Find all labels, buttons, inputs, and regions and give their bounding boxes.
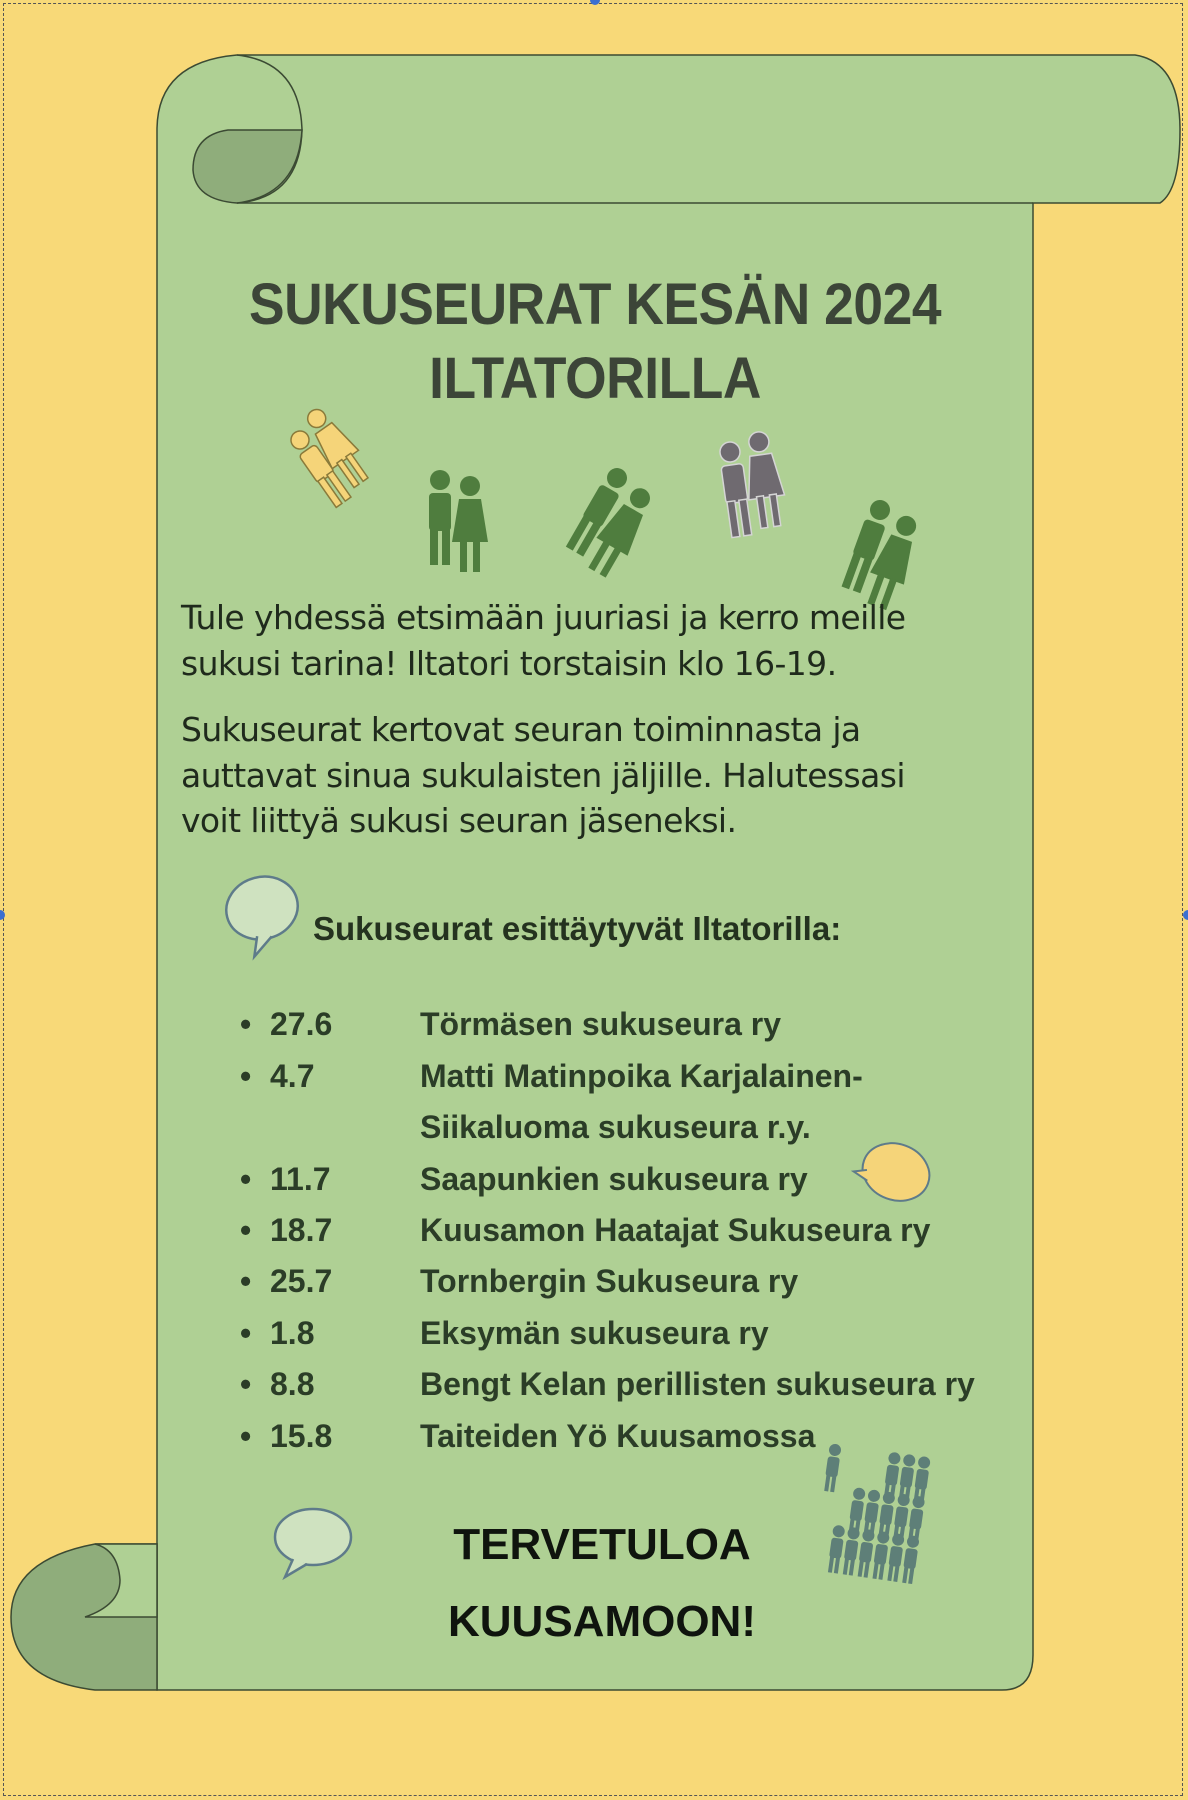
intro-line: Tule yhdessä etsimään juuriasi ja kerro meille	[181, 598, 906, 637]
bullet: •	[240, 1418, 252, 1454]
event-name: Tornbergin Sukuseura ry	[420, 1263, 799, 1299]
event-name: Bengt Kelan perillisten sukuseura ry	[420, 1366, 975, 1402]
event-name: Matti Matinpoika Karjalainen-	[420, 1058, 863, 1094]
event-date: 1.8	[270, 1315, 315, 1351]
bullet: •	[240, 1263, 252, 1299]
bullet: •	[240, 1366, 252, 1402]
welcome-line2: KUUSAMOON!	[448, 1597, 756, 1646]
description-line: Sukuseurat kertovat seuran toiminnasta ja	[181, 710, 861, 749]
description-line: voit liittyä sukusi seuran jäseneksi.	[181, 801, 737, 841]
bullet: •	[240, 1212, 252, 1248]
event-date: 27.6	[270, 1006, 333, 1042]
welcome-line1: TERVETULOA	[453, 1520, 751, 1569]
event-name: Saapunkien sukuseura ry	[420, 1161, 808, 1197]
event-name: Taiteiden Yö Kuusamossa	[420, 1418, 816, 1454]
poster-title-line2: ILTATORILLA	[429, 346, 761, 411]
intro-line: sukusi tarina! Iltatori torstaisin klo 16-19.	[181, 643, 837, 683]
event-date: 11.7	[270, 1161, 331, 1197]
event-date: 25.7	[270, 1263, 333, 1299]
event-name: Eksymän sukuseura ry	[420, 1315, 769, 1351]
event-name: Törmäsen sukuseura ry	[420, 1006, 782, 1042]
event-date: 4.7	[270, 1058, 315, 1094]
bullet: •	[240, 1058, 252, 1094]
bullet: •	[240, 1006, 252, 1042]
event-date: 8.8	[270, 1366, 315, 1402]
event-name: Kuusamon Haatajat Sukuseura ry	[420, 1212, 931, 1248]
intro-paragraph	[181, 595, 1031, 686]
description-line: auttavat sinua sukulaisten jäljille. Halutessasi	[181, 755, 905, 795]
list-heading: Sukuseurat esittäytyvät Iltatorilla:	[313, 910, 842, 947]
description-paragraph	[181, 707, 1031, 844]
bullet: •	[240, 1161, 252, 1197]
poster-title-line1: SUKUSEURAT KESÄN 2024	[248, 272, 942, 337]
event-name: Siikaluoma sukuseura r.y.	[420, 1109, 811, 1145]
event-date: 18.7	[270, 1212, 333, 1248]
event-date: 15.8	[270, 1418, 333, 1454]
bullet: •	[240, 1315, 252, 1351]
